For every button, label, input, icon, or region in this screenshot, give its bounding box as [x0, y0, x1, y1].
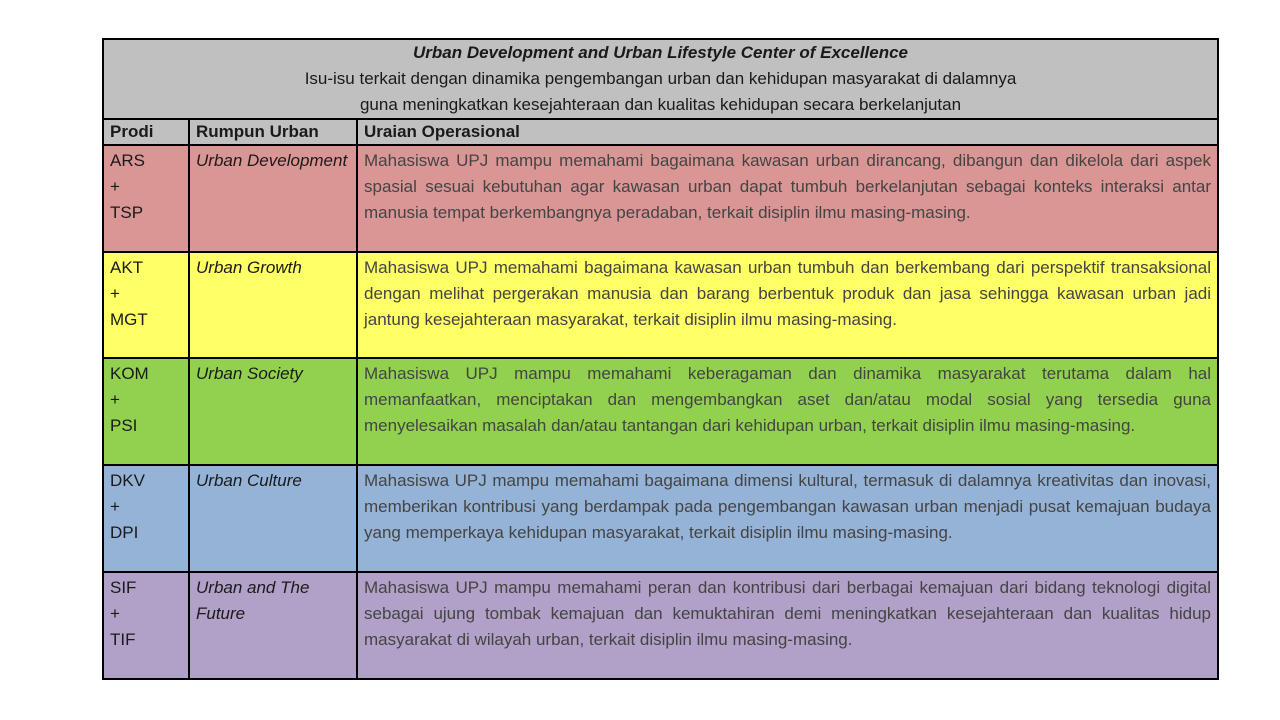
prodi-plus: + — [110, 177, 120, 196]
rumpun-cell: Urban Society — [189, 358, 357, 465]
prodi-code: TSP — [110, 203, 144, 222]
column-header-uraian: Uraian Operasional — [357, 119, 1218, 145]
prodi-code: TIF — [110, 630, 136, 649]
table-row-urban-society — [103, 358, 1218, 465]
rumpun-cell: Urban Development — [189, 145, 357, 252]
table-row-urban-and-the-future — [103, 572, 1218, 679]
prodi-plus: + — [110, 390, 120, 409]
prodi-cell — [103, 252, 189, 358]
table-row-urban-growth — [103, 252, 1218, 358]
prodi-plus: + — [110, 497, 120, 516]
prodi-code: MGT — [110, 310, 148, 329]
table-title: Urban Development and Urban Lifestyle Center of Excellence — [412, 43, 909, 62]
prodi-code: PSI — [110, 416, 138, 435]
prodi-cell — [103, 465, 189, 572]
prodi-code: AKT — [110, 258, 144, 277]
center-of-excellence-table — [102, 38, 1219, 680]
table-header — [103, 39, 1218, 119]
uraian-cell: Mahasiswa UPJ memahami bagaimana kawasan urban tumbuh dan berkembang dari perspektif transaksional dengan melihat pergerakan manusia dan barang berbentuk produk dan jasa sehingga kawasan urban jadi jantung kesejahteraan masyarakat, terkait disiplin ilmu masing-masing. — [357, 252, 1218, 358]
rumpun-cell: Urban Culture — [189, 465, 357, 572]
uraian-cell: Mahasiswa UPJ mampu memahami bagaimana dimensi kultural, termasuk di dalamnya kreativitas dan inovasi, memberikan kontribusi yang berdampak pada pengembangan kawasan urban menjadi pusat kemajuan budaya yang memperkaya kehidupan masyarakat, terkait disiplin ilmu masing-masing. — [357, 465, 1218, 572]
uraian-cell: Mahasiswa UPJ mampu memahami peran dan kontribusi dari berbagai kemajuan dari bidang teknologi digital sebagai ujung tombak kemajuan dan kemuktahiran demi meningkatkan kesejahteraan dan kualitas hidup masyarakat di wilayah urban, terkait disiplin ilmu masing-masing. — [357, 572, 1218, 679]
prodi-cell — [103, 358, 189, 465]
prodi-code: KOM — [110, 364, 149, 383]
uraian-cell: Mahasiswa UPJ mampu memahami bagaimana kawasan urban dirancang, dibangun dan dikelola dari aspek spasial sesuai kebutuhan agar kawasan urban dapat tumbuh berkelanjutan sebagai konteks interaksi antar manusia tempat berkembangnya peradaban, terkait disiplin ilmu masing-masing. — [357, 145, 1218, 252]
uraian-cell: Mahasiswa UPJ mampu memahami keberagaman dan dinamika masyarakat terutama dalam hal memanfaatkan, menciptakan dan mengembangkan aset dan/atau modal sosial yang tersedia guna menyelesaikan masalah dan/atau tantangan dari kehidupan urban, terkait disiplin ilmu masing-masing. — [357, 358, 1218, 465]
prodi-cell — [103, 145, 189, 252]
rumpun-cell: Urban and The Future — [189, 572, 357, 679]
prodi-code: ARS — [110, 151, 145, 170]
column-header-prodi: Prodi — [103, 119, 189, 145]
column-header-rumpun: Rumpun Urban — [189, 119, 357, 145]
table-subtitle-line-1: Isu-isu terkait dengan dinamika pengembangan urban dan kehidupan masyarakat di dalamnya — [304, 69, 1017, 88]
prodi-code: SIF — [110, 578, 137, 597]
table-subtitle-line-2: guna meningkatkan kesejahteraan dan kualitas kehidupan secara berkelanjutan — [359, 95, 962, 114]
prodi-plus: + — [110, 284, 120, 303]
table-row-urban-development — [103, 145, 1218, 252]
prodi-code: DPI — [110, 523, 139, 542]
prodi-code: DKV — [110, 471, 145, 490]
rumpun-cell: Urban Growth — [189, 252, 357, 358]
table-row-urban-culture — [103, 465, 1218, 572]
prodi-plus: + — [110, 604, 120, 623]
prodi-cell — [103, 572, 189, 679]
